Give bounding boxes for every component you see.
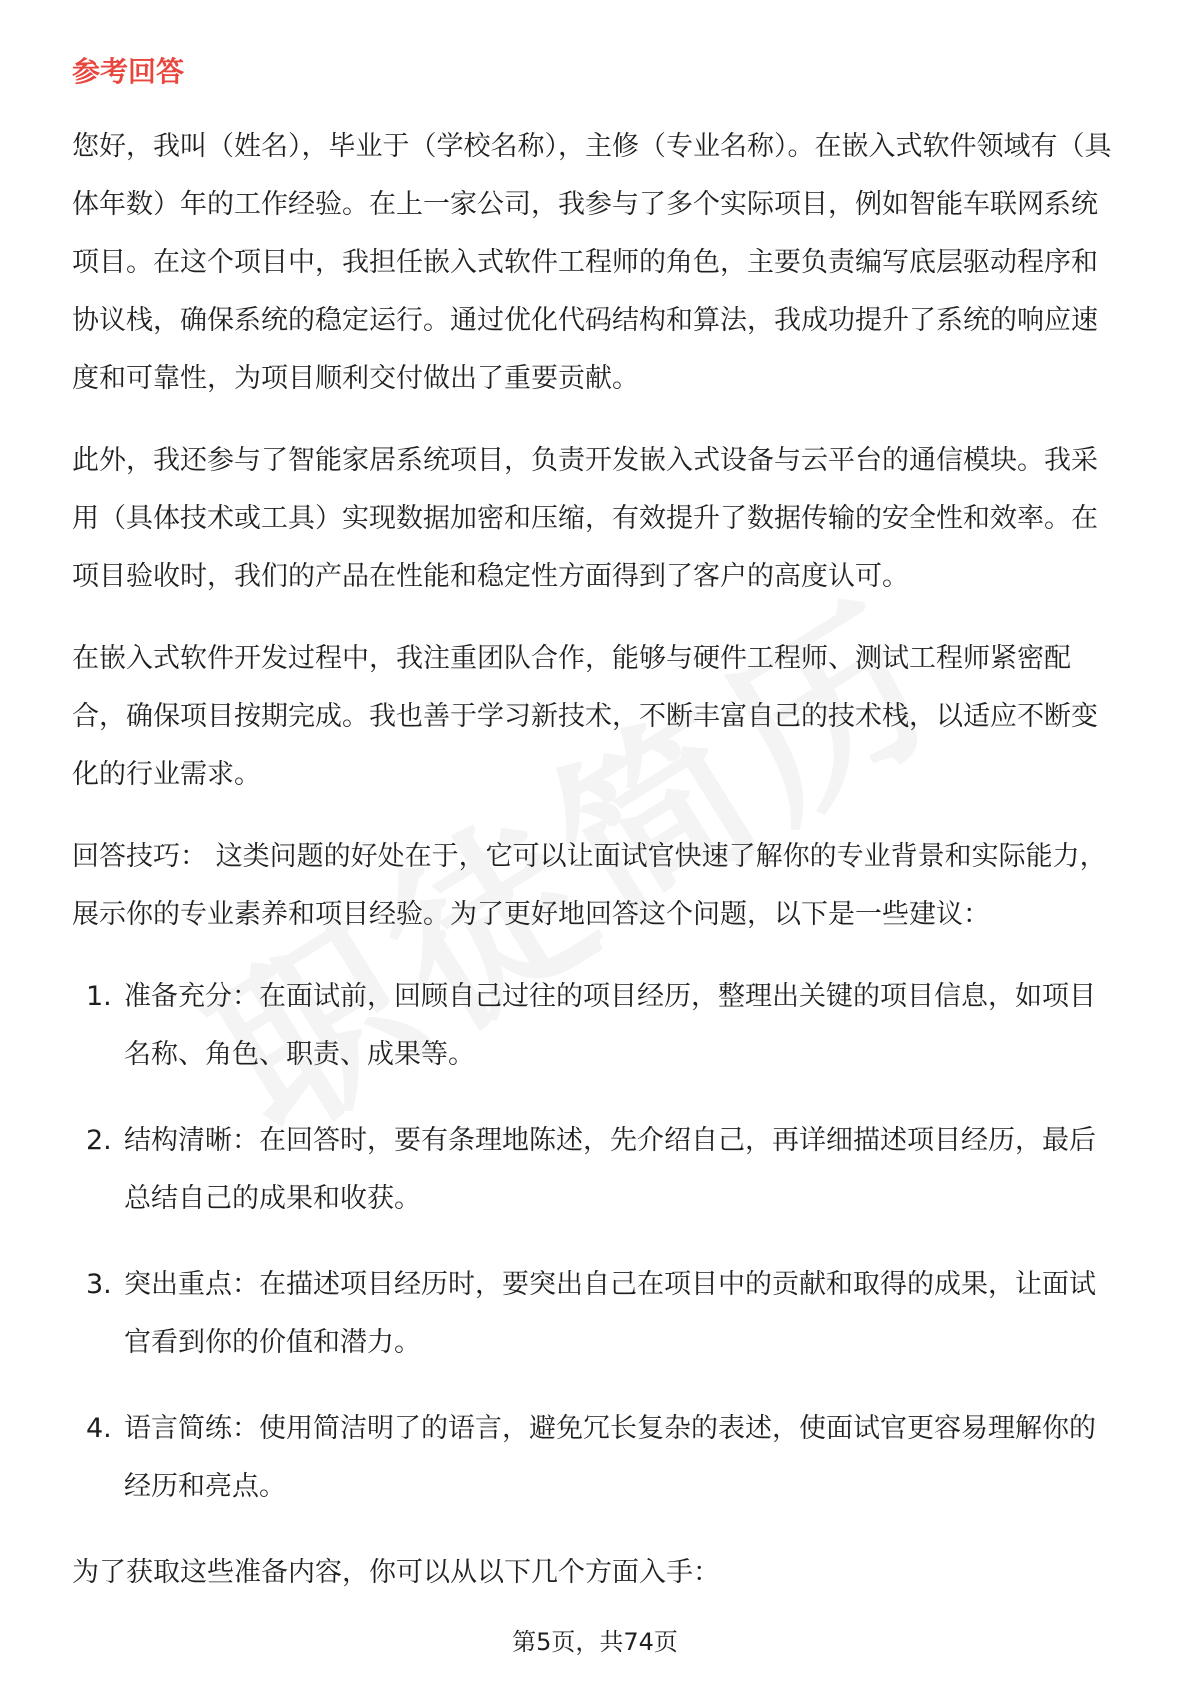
list-item: [72, 1400, 1118, 1516]
list-item-text: 结构清晰：在回答时，要有条理地陈述，先介绍自己，再详细描述项目经历，最后总结自己的成果和收获。: [124, 1125, 1096, 1214]
section-title: 参考回答: [72, 55, 185, 88]
list-item-number: 1.: [86, 981, 112, 1012]
closing-paragraph: 为了获取这些准备内容，你可以从以下几个方面入手：: [72, 1557, 720, 1588]
page-number: 第5页，共74页: [512, 1628, 678, 1656]
page-content: [72, 48, 1118, 1626]
tips-list: [72, 968, 1118, 1516]
list-item-text: 突出重点：在描述项目经历时，要突出自己在项目中的贡献和取得的成果，让面试官看到你的价值和潜力。: [124, 1269, 1096, 1358]
project-paragraph: 此外，我还参与了智能家居系统项目，负责开发嵌入式设备与云平台的通信模块。我采用（具体技术或工具）实现数据加密和压缩，有效提升了数据传输的安全性和效率。在项目验收时，我们的产品在性能和稳定性方面得到了客户的高度认可。: [72, 445, 1098, 592]
list-item-number: 4.: [86, 1413, 112, 1444]
list-item: [72, 968, 1118, 1084]
list-item-text: 语言简练：使用简洁明了的语言，避免冗长复杂的表述，使面试官更容易理解你的经历和亮点。: [124, 1413, 1096, 1502]
list-item: [72, 1256, 1118, 1372]
list-item-number: 3.: [86, 1269, 112, 1300]
tips-intro-paragraph: 回答技巧： 这类问题的好处在于，它可以让面试官快速了解你的专业背景和实际能力，展示你的专业素养和项目经验。为了更好地回答这个问题，以下是一些建议：: [72, 841, 1107, 930]
list-item-number: 2.: [86, 1125, 112, 1156]
teamwork-paragraph: 在嵌入式软件开发过程中，我注重团队合作，能够与硬件工程师、测试工程师紧密配合，确保项目按期完成。我也善于学习新技术，不断丰富自己的技术栈，以适应不断变化的行业需求。: [72, 643, 1098, 790]
list-item: [72, 1112, 1118, 1228]
intro-paragraph: 您好，我叫（姓名），毕业于（学校名称），主修（专业名称）。在嵌入式软件领域有（具体年数）年的工作经验。在上一家公司，我参与了多个实际项目，例如智能车联网系统项目。在这个项目中，我担任嵌入式软件工程师的角色，主要负责编写底层驱动程序和协议栈，确保系统的稳定运行。通过优化代码结构和算法，我成功提升了系统的响应速度和可靠性，为项目顺利交付做出了重要贡献。: [72, 131, 1112, 394]
list-item-text: 准备充分：在面试前，回顾自己过往的项目经历，整理出关键的项目信息，如项目名称、角色、职责、成果等。: [124, 981, 1096, 1070]
